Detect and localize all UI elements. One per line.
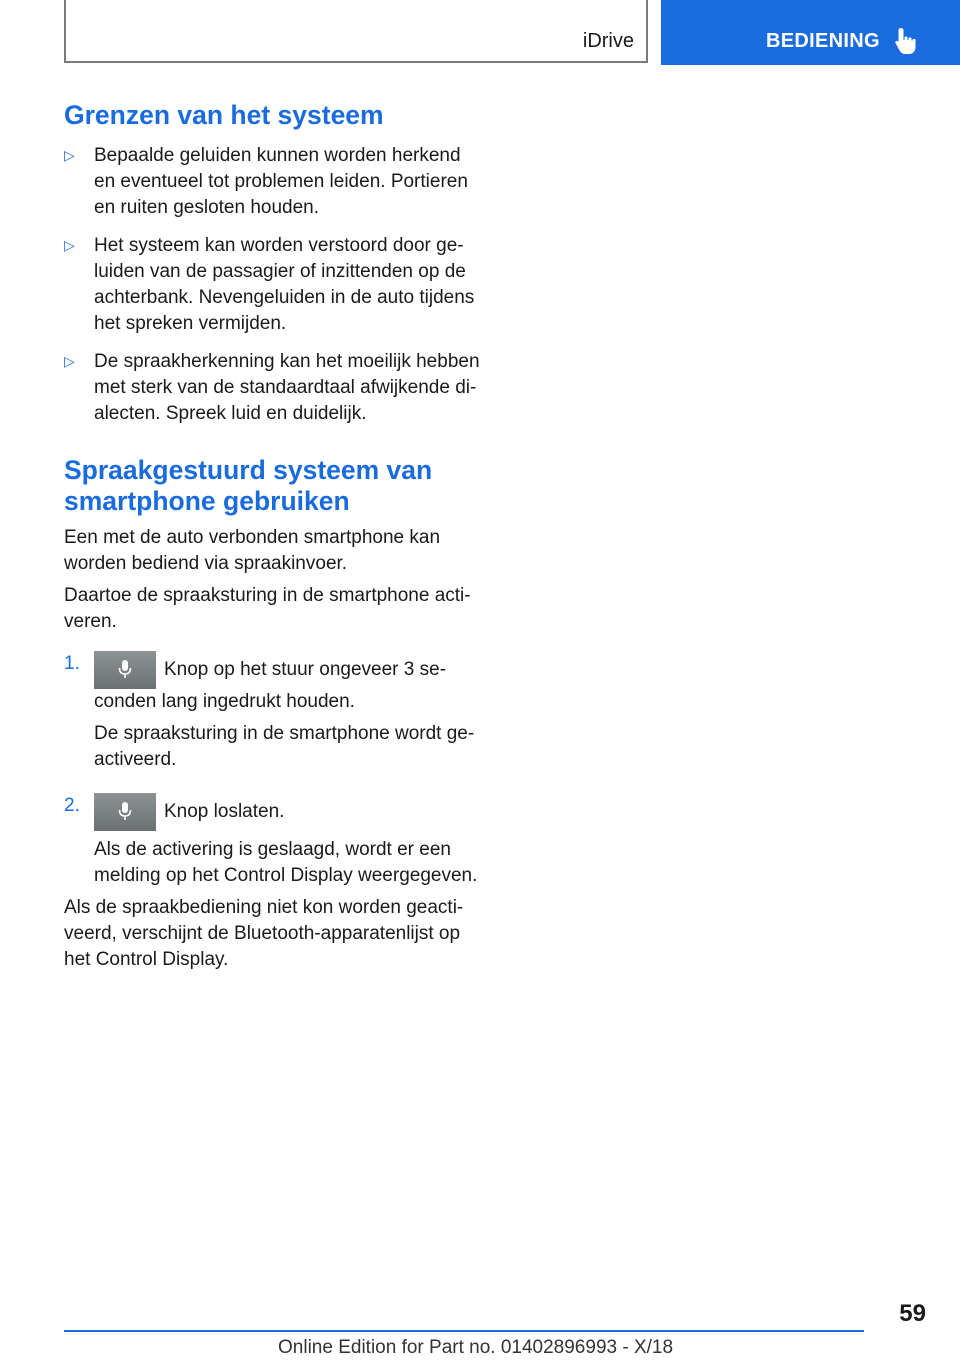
list-item: ▷ Bepaalde geluiden kunnen worden herkend en eventueel tot problemen leiden. Portieren en ruiten gesloten houden. bbox=[64, 145, 468, 218]
triangle-bullet-icon: ▷ bbox=[64, 237, 75, 253]
footer-divider bbox=[64, 1330, 864, 1332]
header-section-title: iDrive bbox=[582, 30, 634, 52]
header-section-box bbox=[64, 0, 648, 63]
instruction-paragraph: Daartoe de spraaksturing in de smartphone acti- veren. bbox=[64, 585, 471, 632]
pointing-hand-icon bbox=[892, 26, 922, 56]
steering-wheel-mic-button-image bbox=[94, 793, 156, 831]
microphone-icon bbox=[118, 802, 132, 822]
microphone-icon bbox=[118, 660, 132, 680]
triangle-bullet-icon: ▷ bbox=[64, 147, 75, 163]
heading-system-limits: Grenzen van het systeem bbox=[64, 100, 384, 130]
list-item: ▷ Het systeem kan worden verstoord door ge- luiden van de passagier of inzittenden op de achterbank. Nevengeluiden in de auto tijdens het spreken vermijden. bbox=[64, 235, 475, 334]
intro-paragraph: Een met de auto verbonden smartphone kan worden bediend via spraakinvoer. bbox=[64, 527, 441, 574]
step-number: 2. bbox=[64, 795, 80, 816]
triangle-bullet-icon: ▷ bbox=[64, 353, 75, 369]
step-1: 1. Knop op het stuur ongeveer 3 se- conden lang ingedrukt houden. De spraaksturing in de smartphone wordt ge- activeerd. bbox=[64, 653, 475, 770]
heading-smartphone-voice: Spraakgestuurd systeem van smartphone gebruiken bbox=[64, 455, 433, 516]
step-number: 1. bbox=[64, 653, 80, 674]
page-content bbox=[64, 100, 484, 973]
header-chapter-label: BEDIENING bbox=[766, 30, 880, 52]
steering-wheel-mic-button-image bbox=[94, 651, 156, 689]
step-2: 2. Knop loslaten. Als de activering is geslaagd, wordt er een melding op het Control Display weergegeven. bbox=[64, 795, 478, 886]
header-chapter-tab bbox=[661, 0, 960, 65]
outro-paragraph: Als de spraakbediening niet kon worden geacti- veerd, verschijnt de Bluetooth-apparatenlijst op het Control Display. bbox=[64, 897, 464, 970]
footer-edition: Online Edition for Part no. 01402896993 - X/18 bbox=[278, 1337, 674, 1358]
page-number: 59 bbox=[899, 1300, 926, 1327]
list-item: ▷ De spraakherkenning kan het moeilijk hebben met sterk van de standaardtaal afwijkende di- alecten. Spreek luid en duidelijk. bbox=[64, 351, 480, 424]
